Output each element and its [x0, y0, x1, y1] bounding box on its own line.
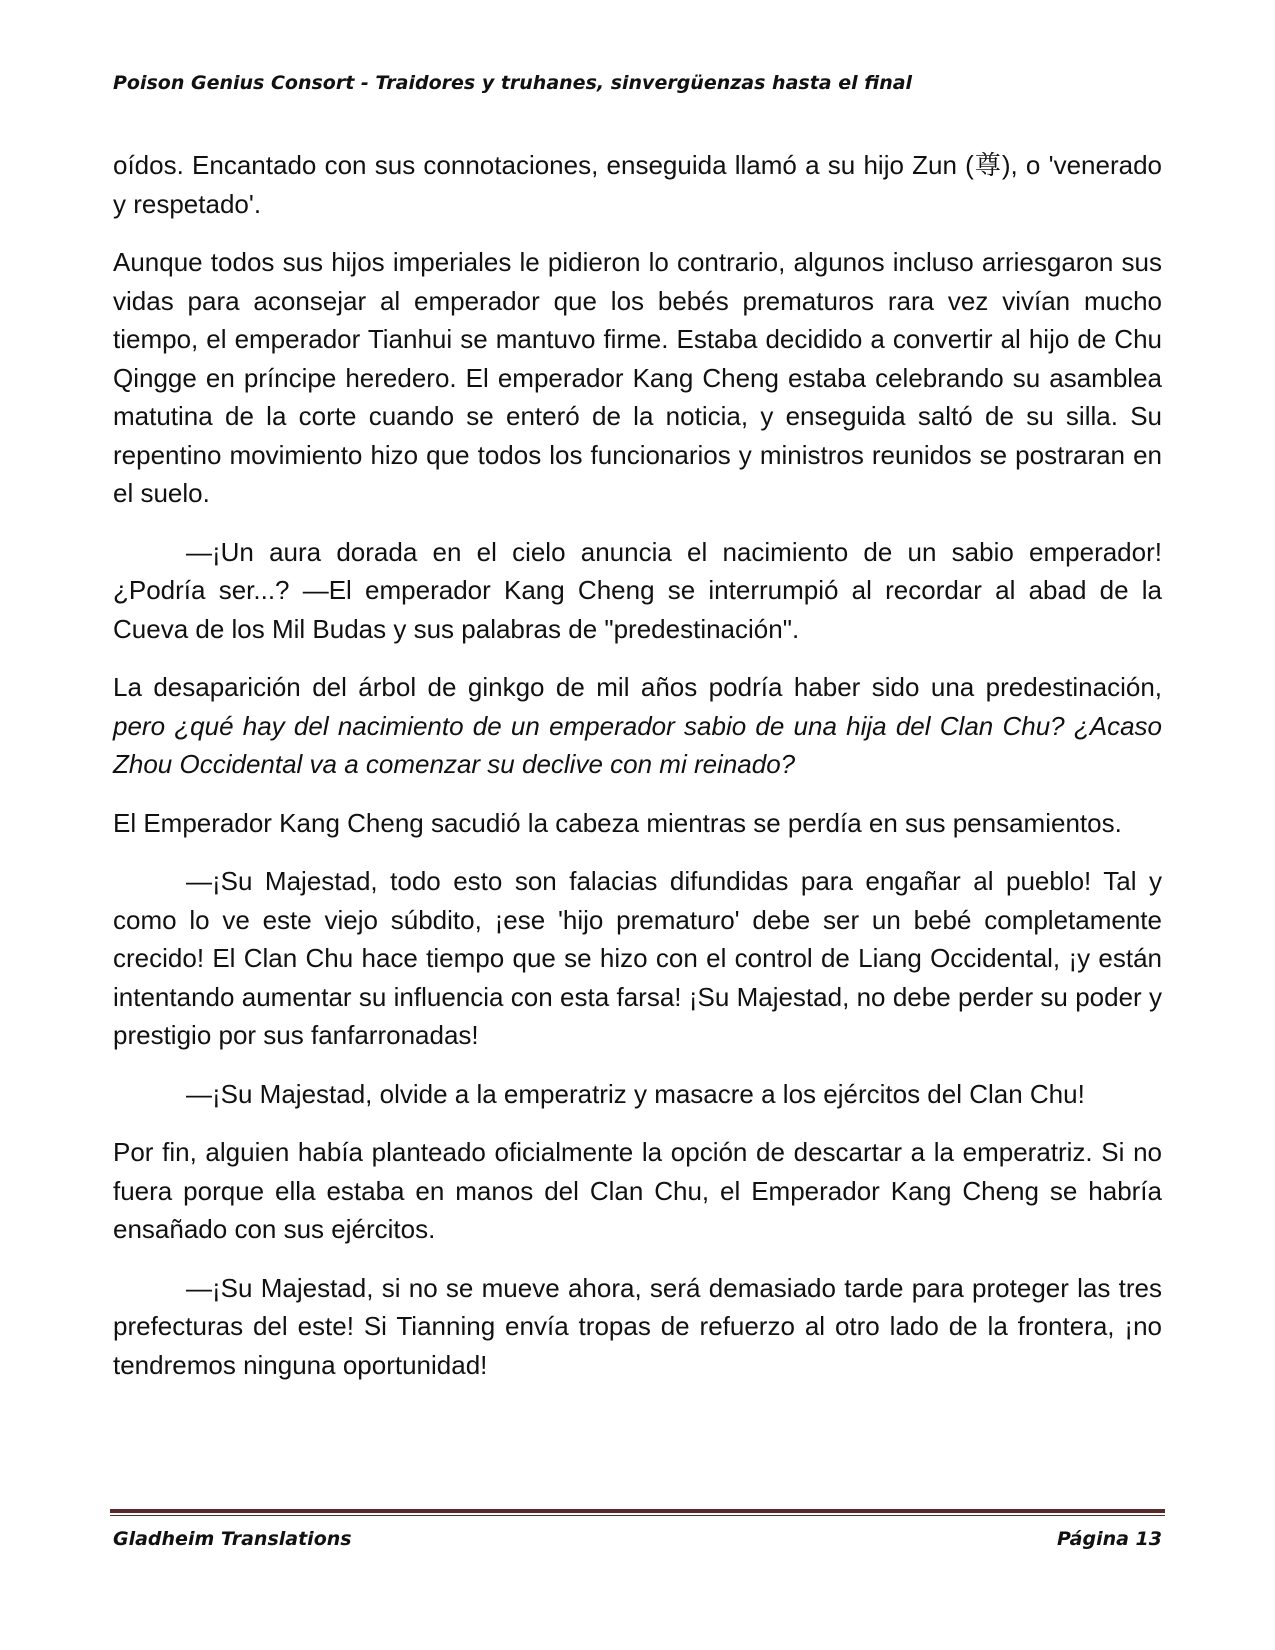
page-header-title: Poison Genius Consort - Traidores y truhanes, sinvergüenzas hasta el final [113, 72, 913, 94]
dialogue-paragraph-9: —¡Su Majestad, si no se mueve ahora, será demasiado tarde para proteger las tres prefecturas del este! Si Tianning envía tropas de refuerzo al otro lado de la frontera, ¡no tendremos ninguna oportunidad! [113, 1272, 1162, 1380]
dialogue-paragraph-3: —¡Un aura dorada en el cielo anuncia el nacimiento de un sabio emperador! ¿Podría ser...? —El emperador Kang Cheng se interrumpió al recordar al abad de la Cueva de los Mil Budas y sus palabras de "predestinación". [113, 536, 1162, 644]
paragraph-4-italic-thought: pero ¿qué hay del nacimiento de un emperador sabio de una hija del Clan Chu? ¿Acaso Zhou Occidental va a comenzar su declive con mi reinado? [113, 710, 1162, 779]
paragraph-5: El Emperador Kang Cheng sacudió la cabeza mientras se perdía en sus pensamientos. [113, 807, 1122, 838]
document-body [113, 146, 1162, 1404]
paragraph-4-text: La desaparición del árbol de ginkgo de mil años podría haber sido una predestinación, [113, 672, 1162, 702]
footer-divider-thin [110, 1515, 1165, 1516]
paragraph-8: Por fin, alguien había planteado oficialmente la opción de descartar a la emperatriz. Si no fuera porque ella estaba en manos del Clan Chu, el Emperador Kang Cheng se habría ensañado con sus ejércitos. [113, 1137, 1162, 1244]
dialogue-paragraph-6: —¡Su Majestad, todo esto son falacias difundidas para engañar al pueblo! Tal y como lo ve este viejo súbdito, ¡ese 'hijo prematuro' debe ser un bebé completamente crecido! El Clan Chu hace tiempo que se hizo con el control de Liang Occidental, ¡y están intentando aumentar su influencia con esta farsa! ¡Su Majestad, no debe perder su poder y prestigio por sus fanfarronadas! [113, 866, 1162, 1050]
footer-page-number: Página 13 [1056, 1528, 1162, 1550]
footer-translator-name: Gladheim Translations [113, 1528, 352, 1550]
footer-divider-thick [110, 1509, 1165, 1513]
footer-divider [110, 1509, 1165, 1516]
paragraph-4 [113, 668, 1162, 784]
paragraph-2: Aunque todos sus hijos imperiales le pidieron lo contrario, algunos incluso arriesgaron sus vidas para aconsejar al emperador que los bebés prematuros rara vez vivían mucho tiempo, el emperador Tianhui se mantuvo firme. Estaba decidido a convertir al hijo de Chu Qingge en príncipe heredero. El emperador Kang Cheng estaba celebrando su asamblea matutina de la corte cuando se enteró de la noticia, y enseguida saltó de su silla. Su repentino movimiento hizo que todos los funcionarios y ministros reunidos se postraran en el suelo. [113, 247, 1162, 508]
dialogue-paragraph-7: —¡Su Majestad, olvide a la emperatriz y masacre a los ejércitos del Clan Chu! [186, 1078, 1085, 1109]
paragraph-1: oídos. Encantado con sus connotaciones, enseguida llamó a su hijo Zun (尊), o 'venerado y respetado'. [113, 150, 1162, 219]
